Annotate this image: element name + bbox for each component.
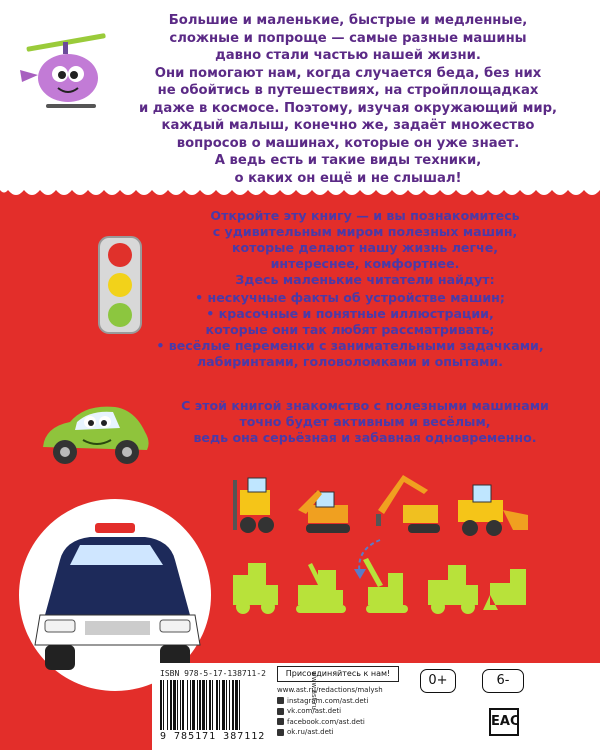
- barcode-bar: [177, 680, 178, 730]
- silhouette-crane: [363, 558, 403, 605]
- silhouette-truck: [428, 565, 478, 605]
- machines-row-illustration: [228, 470, 538, 540]
- barcode-bar: [163, 680, 164, 730]
- intro-line: не обойтись в путешествиях, на стройплощадках: [157, 83, 539, 98]
- intro-text: [118, 12, 578, 187]
- barcode-bar: [226, 680, 227, 730]
- link-facebook[interactable]: facebook.com/ast.deti: [277, 717, 383, 728]
- barcode-bar: [219, 680, 220, 730]
- silhouette-loader: [233, 563, 278, 605]
- excavator-illustration: [298, 490, 350, 533]
- barcode-bar: [232, 680, 234, 730]
- intro-line: о каких он ещё и не слышал!: [234, 170, 462, 186]
- barcode-bar: [199, 680, 201, 730]
- isbn-label: ISBN 978-5-17-138711-2: [160, 669, 266, 678]
- facebook-icon: [277, 718, 284, 725]
- vk-icon: [277, 708, 284, 715]
- barcode-bar: [206, 680, 207, 730]
- link-instagram[interactable]: instagram.com/ast.deti: [277, 696, 383, 707]
- text-line: с удивительным миром полезных машин,: [212, 224, 518, 239]
- intro-line: А ведь есть и такие виды техники,: [214, 153, 482, 168]
- intro-line: каждый малыш, конечно же, задаёт множество: [161, 118, 535, 133]
- barcode-bar: [216, 680, 218, 730]
- barcode-bar: [202, 680, 205, 730]
- barcode-bar: [235, 680, 238, 730]
- age-rating-badge: 0+: [420, 669, 456, 693]
- link-vk[interactable]: vk.com/ast.deti: [277, 706, 383, 717]
- barcode-bar: [209, 680, 211, 730]
- list-item: • весёлые переменки с занимательными задачками,: [156, 338, 544, 353]
- intro-line: давно стали частью нашей жизни.: [215, 48, 481, 63]
- silhouettes-row-illustration: [228, 555, 538, 615]
- barcode-bar: [192, 680, 195, 730]
- website-vertical: www.ast.ru: [310, 671, 318, 710]
- intro-line: Они помогают нам, когда случается беда, без них: [154, 65, 542, 81]
- silhouette-excavator: [298, 563, 343, 605]
- age-range-badge: 6-: [482, 669, 524, 693]
- barcode-bar: [167, 680, 168, 730]
- barcode-number: 9 785171 387112: [160, 731, 266, 742]
- crane-excavator-illustration: [376, 475, 440, 533]
- barcode-bar: [222, 680, 225, 730]
- barcode-bar: [239, 680, 240, 730]
- barcode-bar: [187, 680, 188, 730]
- barcode-bar: [170, 680, 172, 730]
- join-us-label: Присоединяйтесь к нам!: [277, 666, 399, 682]
- text-line: Откройте эту книгу — и вы познакомитесь: [210, 208, 520, 223]
- ok-icon: [277, 729, 284, 736]
- link-website[interactable]: www.ast.ru/redactions/malysh: [277, 686, 383, 694]
- features-list: [110, 290, 590, 370]
- list-item: • красочные и понятные иллюстрации,: [206, 306, 494, 321]
- intro-line: вопросов о машинах, которые он уже знает.: [176, 135, 520, 151]
- closing-block: [150, 398, 580, 446]
- list-item: • нескучные факты об устройстве машин;: [195, 290, 505, 305]
- list-item: которые они так любят рассматривать;: [205, 322, 495, 337]
- barcode-bar: [197, 680, 198, 730]
- intro-line: сложные и попроще — самые разные машины: [169, 30, 527, 46]
- text-line: С этой книгой знакомство с полезными машинами: [181, 398, 549, 413]
- text-line: которые делают нашу жизнь легче,: [231, 240, 499, 255]
- barcode-bar: [212, 680, 213, 730]
- intro-line: и даже в космосе. Поэтому, изучая окружающий мир,: [138, 100, 558, 116]
- instagram-icon: [277, 697, 284, 704]
- barcode-bar: [173, 680, 176, 730]
- barcode-bar: [182, 680, 184, 730]
- text-line: ведь она серьёзная и забавная одновременно.: [193, 430, 537, 445]
- eac-mark-icon: EAC: [489, 708, 519, 736]
- text-line: Здесь маленькие читатели найдут:: [235, 272, 495, 287]
- list-item: лабиринтами, головоломками и опытами.: [196, 354, 504, 369]
- loader-illustration: [458, 485, 528, 536]
- barcode-bar: [229, 680, 230, 730]
- link-ok[interactable]: ok.ru/ast.deti: [277, 727, 383, 738]
- barcode-bar: [160, 680, 162, 730]
- barcode-bar: [180, 680, 181, 730]
- silhouette-bulldozer: [483, 569, 526, 610]
- social-links: [277, 685, 383, 738]
- green-car-illustration: [35, 392, 155, 472]
- description-block: [150, 208, 580, 288]
- forklift-illustration: [233, 478, 274, 533]
- barcode-bar: [190, 680, 191, 730]
- publisher-info-box: [152, 663, 600, 750]
- text-line: интереснее, комфортнее.: [270, 256, 460, 271]
- helicopter-illustration: [18, 30, 118, 120]
- text-line: точно будет активным и весёлым,: [239, 414, 491, 429]
- intro-line: Большие и маленькие, быстрые и медленные,: [168, 13, 528, 28]
